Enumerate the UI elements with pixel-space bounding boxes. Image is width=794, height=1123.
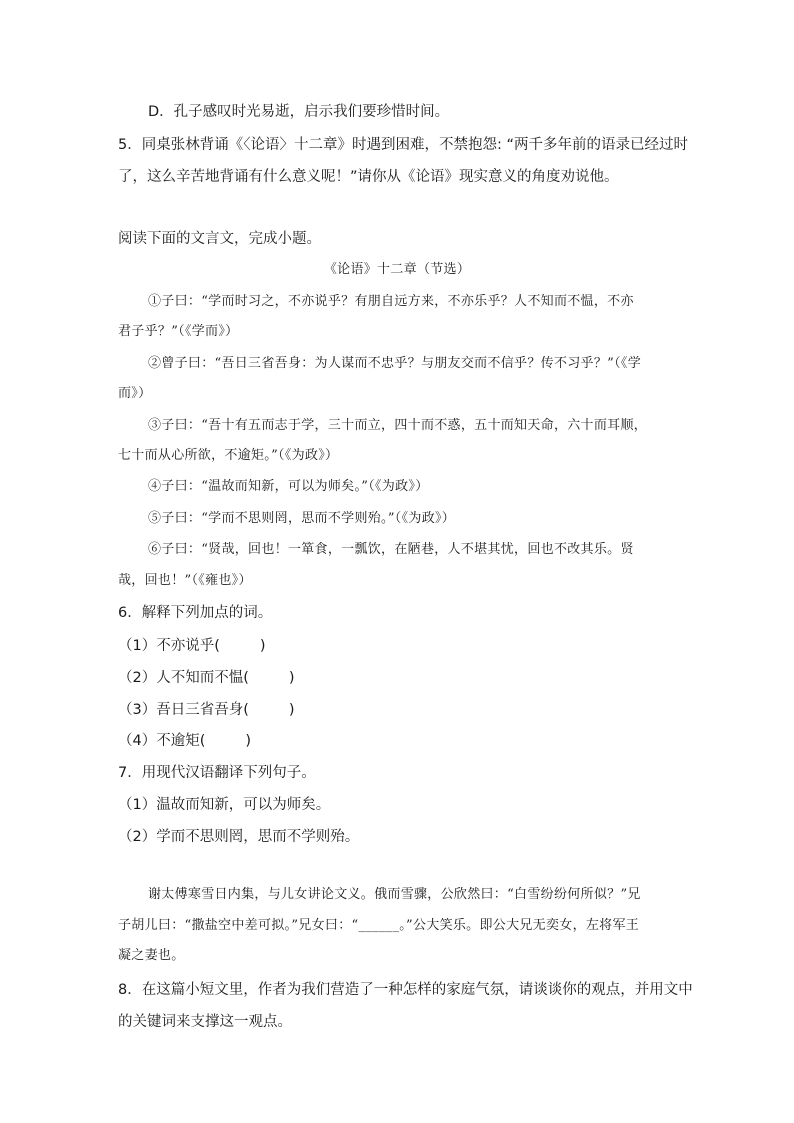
question-7-item-2: （2）学而不思则罔，思而不学则殆。 <box>118 829 360 845</box>
question-6-item-1: （1）不亦说乎( ) <box>118 638 266 654</box>
passage-2-line-3: 凝之妻也。 <box>118 948 185 963</box>
passage-para-2-line-1: ②曾子曰：“吾日三省吾身：为人谋而不忠乎？与朋友交而不信乎？传不习乎？”（《学 <box>148 356 641 371</box>
question-8-line-2: 的关键词来支撑这一观点。 <box>118 1014 292 1030</box>
reading-instruction: 阅读下面的文言文，完成小题。 <box>118 231 321 247</box>
passage-2-line-1: 谢太傅寒雪日内集，与儿女讲论文义。俄而雪骤，公欣然曰：“白雪纷纷何所似？”兄 <box>148 887 641 902</box>
question-7-item-1: （1）温故而知新，可以为师矣。 <box>118 797 331 813</box>
passage-para-5: ⑤子曰：“学而不思则罔，思而不学则殆。”（《为政》） <box>148 511 456 526</box>
passage-para-3-line-1: ③子曰：“吾十有五而志于学，三十而立，四十而不惑，五十而知天命，六十而耳顺， <box>148 418 648 433</box>
question-6-item-4: （4）不逾矩( ) <box>118 733 252 749</box>
passage-2-line-2: 子胡儿曰：“撒盐空中差可拟。”兄女曰：“______。”公大笑乐。即公大兄无奕女，左将军王 <box>118 918 640 933</box>
question-5-line-1: 5．同桌张林背诵《〈论语〉十二章》时遇到困难，不禁抱怨: “两千多年前的语录已经过时 <box>118 137 688 153</box>
question-8-line-1: 8．在这篇小短文里，作者为我们营造了一种怎样的家庭气氛，请谈谈你的观点，并用文中 <box>118 982 693 998</box>
passage-title: 《论语》十二章（节选） <box>323 262 471 277</box>
question-6-stem: 6．解释下列加点的词。 <box>118 605 273 621</box>
question-6-item-2: （2）人不知而不愠( ) <box>118 670 295 686</box>
passage-para-3-line-2: 七十而从心所欲，不逾矩。”（《为政》） <box>118 448 339 463</box>
question-7-stem: 7．用现代汉语翻译下列句子。 <box>118 765 316 781</box>
passage-para-6-line-1: ⑥子曰：“贤哉，回也！一箪食，一瓢饮，在陋巷，人不堪其忧，回也不改其乐。贤 <box>148 542 634 557</box>
passage-para-1-line-1: ①子曰：“学而时习之，不亦说乎？有朋自远方来，不亦乐乎？人不知而不愠，不亦 <box>148 294 634 309</box>
option-d: D．孔子感叹时光易逝，启示我们要珍惜时间。 <box>148 104 450 120</box>
question-6-item-3: （3）吾日三省吾身( ) <box>118 702 295 718</box>
passage-para-2-line-2: 而》） <box>118 386 152 401</box>
passage-para-1-line-2: 君子乎？”（《学而》） <box>118 324 239 339</box>
passage-para-6-line-2: 哉，回也！”（《雍也》） <box>118 573 252 588</box>
question-5-line-2: 了，这么辛苦地背诵有什么意义呢！”请你从《论语》现实意义的角度劝说他。 <box>118 169 619 185</box>
passage-para-4: ④子曰：“温故而知新，可以为师矣。”（《为政》） <box>148 479 429 494</box>
